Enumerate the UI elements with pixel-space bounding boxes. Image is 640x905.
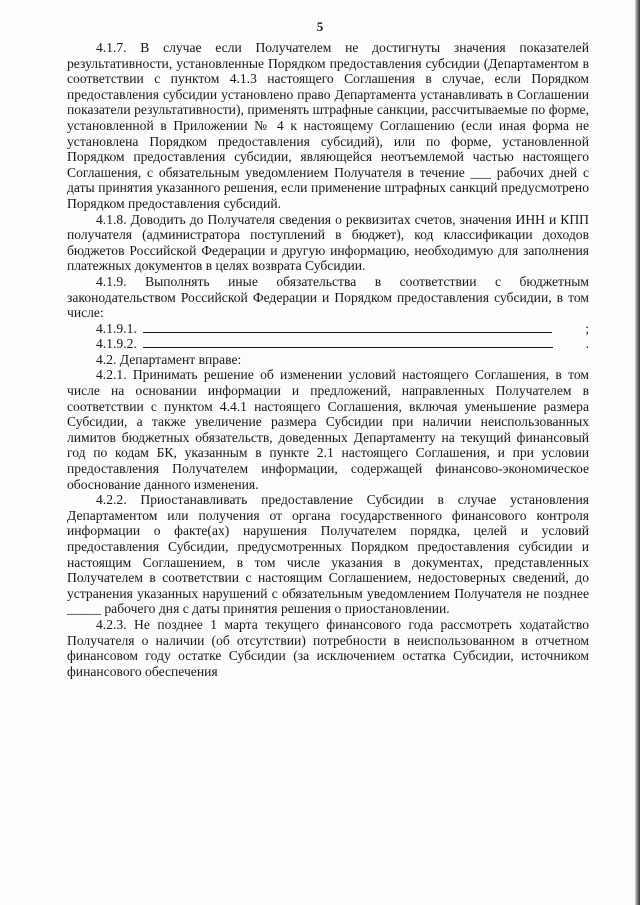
paragraph-4-2-2: 4.2.2. Приостанавливать предоставление Субсидии в случае установления Департаментом или получения от органа государственного финансового контроля информации о факте(ах) нарушения Получателем порядка, целей и условий предоставления Субсидии, предусмотренных Порядком предоставления субсидии и настоящим Соглашением, в том числе указания в документах, представленных Получателем в соответствии с настоящим Соглашением, недостоверных сведений, до устранения указанных нарушений с обязательным уведомлением Получателя не позднее _____ рабочего дня с даты принятия решения о приостановлении. bbox=[67, 492, 589, 617]
blank-item-end: ; bbox=[585, 320, 589, 336]
blank-item-4-1-9-1 bbox=[67, 321, 589, 337]
scan-edge-shadow bbox=[635, 0, 640, 905]
paragraph-4-2-3: 4.2.3. Не позднее 1 марта текущего финансового года рассмотреть ходатайство Получателя о наличии (об отсутствии) потребности в неиспользованном в отчетном финансовом году остатке Субсидии (за исключением остатка Субсидии, источником финансового обеспечения bbox=[67, 616, 589, 679]
fill-in-line bbox=[143, 347, 553, 348]
blank-item-4-1-9-2 bbox=[67, 336, 589, 352]
blank-item-end: . bbox=[585, 336, 589, 352]
section-heading-4-2: 4.2. Департамент вправе: bbox=[96, 351, 242, 367]
blank-item-number: 4.1.9.1. bbox=[96, 320, 137, 336]
page-number: 5 bbox=[316, 19, 324, 34]
paragraph-4-2-1: 4.2.1. Принимать решение об изменении условий настоящего Соглашения, в том числе на основании информации и предложений, направленных Получателем в соответствии с пунктом 4.4.1 настоящего Соглашения, включая уменьшение размера Субсидии, а также увеличение размера Субсидии при наличии неиспользованных лимитов бюджетных обязательств, доведенных Департаменту на текущий финансовый год по кодам БК, указанным в пункте 2.1 настоящего Соглашения, и при условии предоставления Получателем информации, содержащей финансово-экономическое обоснование данного изменения. bbox=[67, 367, 589, 492]
fill-in-line bbox=[143, 332, 552, 333]
paragraph-4-1-9: 4.1.9. Выполнять иные обязательства в соответствии с бюджетным законодательством Российской Федерации и Порядком предоставления субсидии, в том числе: bbox=[67, 273, 589, 321]
document-body bbox=[67, 40, 589, 679]
paragraph-4-1-8: 4.1.8. Доводить до Получателя сведения о реквизитах счетов, значения ИНН и КПП получателя (администратора поступлений в бюджет), код классификации доходов бюджетов Российской Федерации и другую информацию, необходимую для заполнения платежных документов в целях возврата Субсидии. bbox=[67, 211, 589, 274]
blank-item-number: 4.1.9.2. bbox=[96, 336, 137, 352]
paragraph-4-1-7: 4.1.7. В случае если Получателем не достигнуты значения показателей результативности, установленные Порядком предоставления субсидии (Департаментом в соответствии с пунктом 4.1.3 настоящего Соглашения в случае, если Порядком предоставления субсидии установлено право Департамента устанавливать в Соглашении показатели результативности), применять штрафные санкции, рассчитываемые по форме, установленной в Приложении № 4 к настоящему Соглашению (если иная форма не установлена Порядком предоставления субсидий), или по форме, установленной Порядком предоставления субсидии, являющейся неотъемлемой частью настоящего Соглашения, с обязательным уведомлением Получателя в течение ___ рабочих дней с даты принятия указанного решения, если применение штрафных санкций предусмотрено Порядком предоставления субсидий. bbox=[67, 40, 589, 211]
